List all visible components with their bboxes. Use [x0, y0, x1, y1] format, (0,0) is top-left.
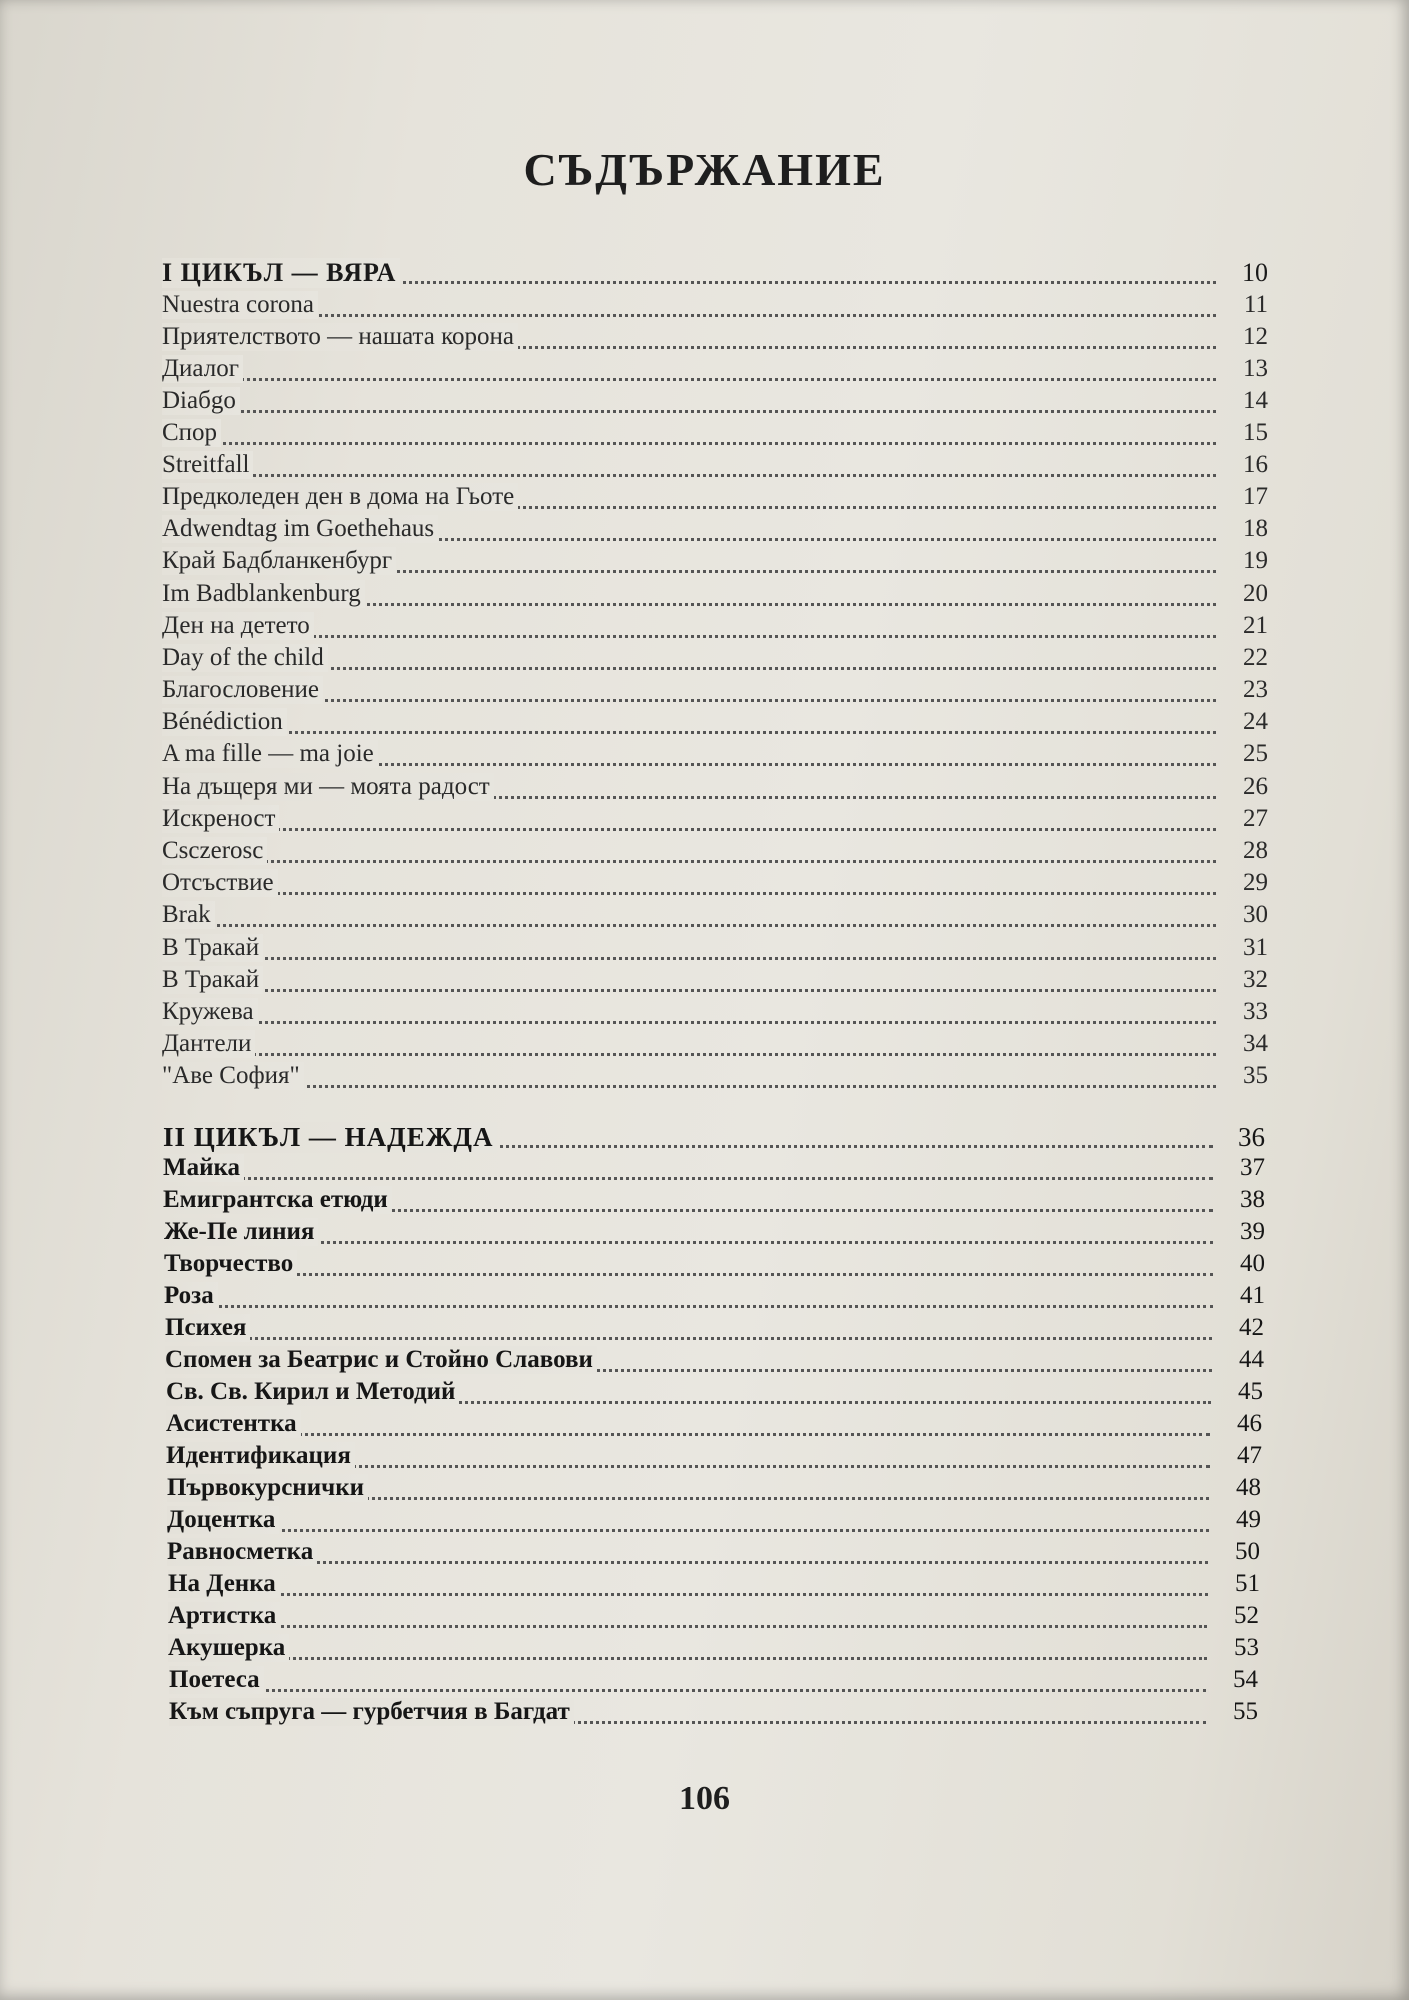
page-number: 106 — [679, 1780, 730, 1817]
toc-entry-page: 44 — [1239, 1346, 1264, 1373]
toc-entry — [162, 740, 1268, 772]
toc-entry-page: 47 — [1237, 1442, 1262, 1469]
toc-entry-title: Към съпруга — гурбетчия в Багдат — [169, 1698, 574, 1726]
toc-entry-title: Равносметка — [167, 1538, 317, 1566]
toc-entry-title: Ден на детето — [162, 612, 314, 640]
toc-entry-page: 30 — [1243, 901, 1268, 928]
toc-entry-title: Day of the child — [162, 644, 328, 672]
toc-entry-title: В Тракай — [162, 966, 263, 994]
toc-entry-title: Im Badblankenburg — [162, 580, 365, 608]
toc-entry-page: 55 — [1233, 1698, 1258, 1725]
toc-entry-page: 13 — [1243, 355, 1268, 382]
toc-entry-title: Емигрантска етюди — [163, 1186, 392, 1214]
toc-entry-title: Adwendtag im Goethehaus — [162, 515, 438, 543]
toc-entry — [162, 966, 1268, 998]
toc-entry-page: 25 — [1243, 740, 1268, 767]
toc-entry-title: Кружева — [162, 998, 258, 1026]
toc-entry-title: Акушерка — [168, 1634, 289, 1662]
toc-entry-title: Искреност — [162, 805, 279, 833]
toc-entry-title: В Тракай — [162, 934, 263, 962]
dot-leader — [162, 924, 1216, 927]
toc-entry — [162, 515, 1268, 547]
toc-entry-page: 10 — [1242, 258, 1268, 287]
dot-leader — [168, 1657, 1207, 1660]
toc-entry — [162, 998, 1268, 1030]
toc-entry-page: 11 — [1243, 291, 1268, 318]
toc-entry-title: Приятелството — нашата корона — [162, 323, 518, 351]
toc-entry-title: На Денка — [168, 1570, 280, 1598]
dot-leader — [162, 989, 1216, 992]
toc-entry — [162, 869, 1268, 901]
toc-entry — [164, 1250, 1265, 1282]
toc-entry-title: На дъщеря ми — моята радост — [162, 773, 494, 801]
toc-entry-title: Brak — [162, 901, 215, 929]
dot-leader — [164, 1273, 1213, 1276]
toc-entry-title: Отсъствие — [162, 869, 278, 897]
toc-entry — [162, 1062, 1268, 1094]
dot-leader — [165, 1337, 1212, 1340]
dot-leader — [162, 1021, 1216, 1024]
dot-leader — [162, 635, 1216, 638]
toc-entry-title: Край Бадбланкенбург — [162, 547, 396, 575]
dot-leader — [168, 1593, 1208, 1596]
dot-leader — [162, 957, 1216, 960]
toc-entry — [164, 1218, 1265, 1250]
toc-entry-title: Доцентка — [167, 1506, 279, 1534]
toc-entry-title: Св. Св. Кирил и Методий — [166, 1378, 459, 1406]
toc-entry-page: 26 — [1243, 773, 1268, 800]
dot-leader — [163, 1177, 1213, 1180]
toc-entry-page: 35 — [1243, 1062, 1268, 1089]
toc-entry — [162, 387, 1268, 419]
toc-entry-title: Спомен за Беатрис и Стойно Славови — [165, 1346, 597, 1374]
toc-entry-title: Благословение — [162, 676, 323, 704]
toc-entry — [162, 901, 1268, 933]
dot-leader — [162, 731, 1216, 734]
dot-leader — [167, 1529, 1209, 1532]
toc-entry — [162, 580, 1268, 612]
dot-leader — [162, 860, 1216, 863]
toc-entry — [162, 291, 1268, 323]
toc-entry — [162, 483, 1268, 515]
dot-leader — [162, 442, 1216, 445]
toc-entry-page: 15 — [1243, 419, 1268, 446]
toc-entry — [165, 1346, 1264, 1378]
dot-leader — [166, 1433, 1210, 1436]
toc-entry — [162, 934, 1268, 966]
toc-entry-page: 52 — [1234, 1602, 1259, 1629]
dot-leader — [162, 828, 1216, 831]
toc-entry — [169, 1698, 1258, 1730]
dot-leader — [162, 1053, 1216, 1056]
page-title: СЪДЪРЖАНИЕ — [523, 144, 886, 195]
toc-entry-page: 54 — [1233, 1666, 1258, 1693]
toc-entry-page: 14 — [1243, 387, 1268, 414]
toc-entry-title: Дантели — [162, 1030, 255, 1058]
toc-entry-page: 19 — [1243, 547, 1268, 574]
dot-leader — [164, 1241, 1213, 1244]
toc-entry — [163, 1186, 1265, 1218]
toc-entry-page: 45 — [1238, 1378, 1263, 1405]
toc-entry — [162, 355, 1268, 387]
toc-entry-title: Артистка — [168, 1602, 280, 1630]
toc-entry-title: Творчество — [164, 1250, 297, 1278]
toc-entry — [162, 419, 1268, 451]
toc-entry-page: 28 — [1243, 837, 1268, 864]
dot-leader — [169, 1689, 1206, 1692]
toc-entry-page: 17 — [1243, 483, 1268, 510]
toc-entry-page: 48 — [1236, 1474, 1261, 1501]
toc-entry — [162, 323, 1268, 355]
dot-leader — [162, 314, 1216, 317]
dot-leader — [162, 410, 1216, 413]
toc-entry-title: Първокурснички — [167, 1474, 368, 1502]
toc-entry-page: 12 — [1243, 323, 1268, 350]
toc-entry-title: Diaбgo — [162, 387, 240, 415]
toc-entry — [162, 837, 1268, 869]
toc-entry-title: Майка — [163, 1154, 244, 1182]
toc-entry-title: Психея — [165, 1314, 250, 1342]
toc-entry — [164, 1282, 1265, 1314]
toc-entry-page: 37 — [1240, 1154, 1265, 1181]
toc-entry — [166, 1442, 1262, 1474]
toc-entry-page: 24 — [1243, 708, 1268, 735]
toc-entry-title: Nuestra corona — [162, 291, 318, 319]
toc-entry-title: Идентификация — [166, 1442, 355, 1470]
toc-entry-title: Предколеден ден в дома на Гьоте — [162, 483, 518, 511]
toc-entry-page: 23 — [1243, 676, 1268, 703]
toc-entry-page: 22 — [1243, 644, 1268, 671]
dot-leader — [162, 1085, 1216, 1088]
dot-leader — [162, 892, 1216, 895]
toc-entry-title: Диалог — [162, 355, 243, 383]
toc-entry-page: 39 — [1240, 1218, 1265, 1245]
toc-entry — [163, 1154, 1265, 1186]
toc-entry — [162, 644, 1268, 676]
toc-entry-page: 21 — [1243, 612, 1268, 639]
toc-entry-page: 50 — [1235, 1538, 1260, 1565]
toc-entry-page: 53 — [1234, 1634, 1259, 1661]
toc-entry-page: 38 — [1240, 1186, 1265, 1213]
dot-leader — [164, 1305, 1213, 1308]
toc-entry-title: Асистентка — [166, 1410, 301, 1438]
toc-entry — [162, 547, 1268, 579]
toc-entry-page: 33 — [1243, 998, 1268, 1025]
toc-entry-title: Роза — [164, 1282, 218, 1310]
toc-entry — [166, 1378, 1263, 1410]
toc-entry-page: 20 — [1243, 580, 1268, 607]
toc-entry — [167, 1538, 1260, 1570]
toc-entry-page: 41 — [1240, 1282, 1265, 1309]
toc-entry-page: 27 — [1243, 805, 1268, 832]
toc-entry-title: Поетеса — [169, 1666, 264, 1694]
dot-leader — [162, 474, 1216, 477]
toc-entry-page: 46 — [1237, 1410, 1262, 1437]
toc-entry-title: Спор — [162, 419, 221, 447]
toc-entry — [169, 1666, 1258, 1698]
toc-entry-page: 16 — [1243, 451, 1268, 478]
toc-entry-title: Bénédiction — [162, 708, 287, 736]
dot-leader — [168, 1625, 1207, 1628]
toc-entry — [162, 805, 1268, 837]
toc-entry-page: 40 — [1240, 1250, 1265, 1277]
toc-entry-page: 36 — [1238, 1122, 1265, 1152]
toc-entry — [168, 1570, 1260, 1602]
toc-entry — [162, 676, 1268, 708]
toc-entry — [168, 1602, 1259, 1634]
toc-entry — [166, 1410, 1262, 1442]
toc-entry-page: 49 — [1236, 1506, 1261, 1533]
toc-entry — [162, 773, 1268, 805]
dot-leader — [162, 378, 1216, 381]
toc-entry-page: 29 — [1243, 869, 1268, 896]
toc-entry — [162, 451, 1268, 483]
toc-entry-title: II ЦИКЪЛ — НАДЕЖДА — [163, 1122, 497, 1153]
toc-entry-page: 42 — [1239, 1314, 1264, 1341]
toc-entry-title: A ma fille — ma joie — [162, 740, 378, 768]
toc-entry-title: Csczerosc — [162, 837, 267, 865]
toc-entry — [162, 1030, 1268, 1062]
toc-entry-title: "Аве София" — [162, 1062, 304, 1090]
dot-leader — [167, 1561, 1208, 1564]
toc-entry-title: I ЦИКЪЛ — ВЯРА — [162, 258, 400, 288]
toc-entry — [168, 1634, 1259, 1666]
toc-entry-page: 31 — [1243, 934, 1268, 961]
toc-entry-title: Streitfall — [162, 451, 253, 479]
toc-entry — [165, 1314, 1264, 1346]
toc-cycle-heading — [163, 1122, 1265, 1154]
toc-entry — [162, 708, 1268, 740]
toc-entry — [167, 1474, 1261, 1506]
toc-entry — [162, 612, 1268, 644]
toc-entry-page: 51 — [1235, 1570, 1260, 1597]
toc-entry-title: Же-Пе линия — [164, 1218, 318, 1246]
toc-entry-page: 32 — [1243, 966, 1268, 993]
toc-entry — [167, 1506, 1261, 1538]
toc-cycle-heading — [162, 258, 1268, 290]
toc-entry-page: 34 — [1243, 1030, 1268, 1057]
toc-entry-page: 18 — [1243, 515, 1268, 542]
